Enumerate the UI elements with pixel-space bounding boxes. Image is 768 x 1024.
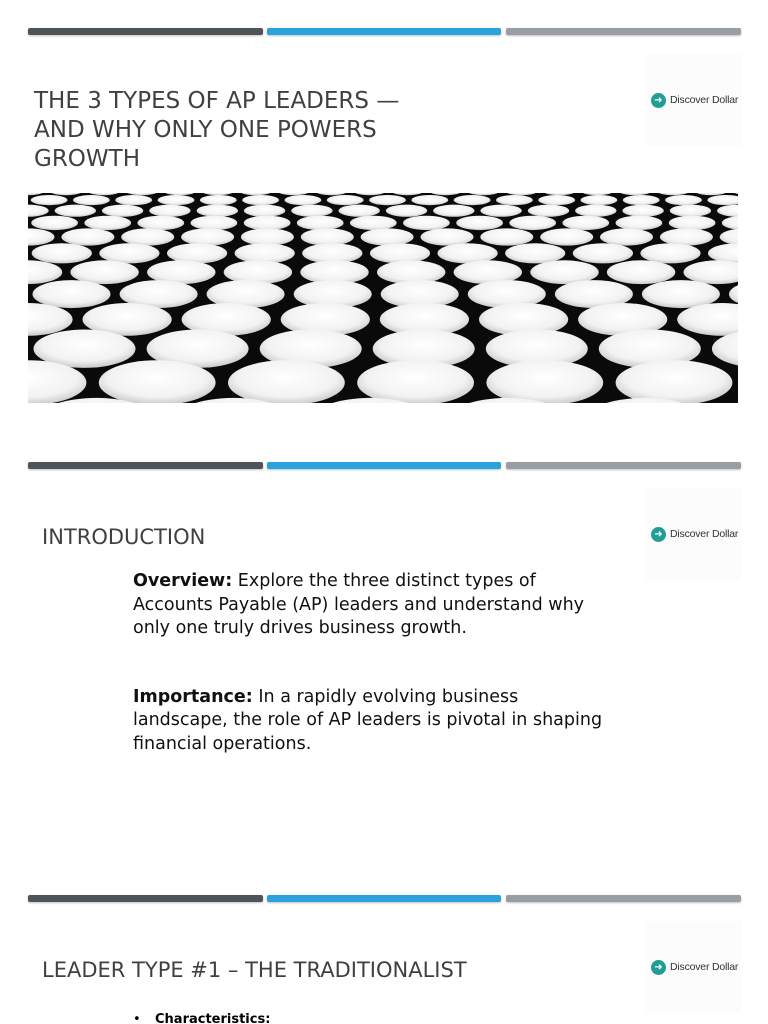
hero-disc (291, 205, 332, 217)
importance-label: Importance: (133, 686, 253, 707)
hero-disc (327, 195, 364, 205)
hero-disc (163, 193, 196, 195)
hero-pattern (28, 193, 738, 403)
slide-title: LEADER TYPE #1 – THE TRADITIONALIST (42, 958, 467, 982)
logo-text: Discover Dollar (670, 528, 739, 540)
hero-disc (357, 360, 474, 403)
hero-disc (403, 216, 450, 230)
hero-disc (28, 228, 55, 245)
header-bar-gray (506, 28, 741, 35)
hero-disc (31, 195, 68, 205)
hero-disc (33, 280, 111, 308)
header-bar-gray (506, 462, 741, 469)
hero-disc (297, 216, 344, 230)
hero-disc (55, 205, 96, 217)
company-logo (646, 488, 741, 580)
hero-disc (720, 398, 739, 403)
importance-text: In a rapidly evolving business landscape, the role of AP leaders is pivotal in shaping financial operations. (133, 686, 603, 754)
hero-disc (480, 228, 533, 245)
hero-disc (386, 205, 427, 217)
hero-disc (496, 195, 533, 205)
hero-disc (622, 205, 663, 217)
hero-disc (241, 228, 294, 245)
hero-disc (660, 228, 713, 245)
hero-disc (28, 260, 62, 284)
hero-disc (695, 193, 728, 195)
hero-disc (669, 216, 716, 230)
hero-disc (28, 193, 44, 195)
hero-disc (301, 228, 354, 245)
hero-disc (197, 205, 238, 217)
hero-disc (361, 228, 414, 245)
hero-disc (339, 205, 380, 217)
hero-disc (244, 216, 291, 230)
hero-disc (573, 243, 633, 263)
hero-disc (181, 228, 234, 245)
hero-disc (88, 193, 121, 195)
hero-disc (505, 193, 538, 195)
company-logo (646, 921, 741, 1013)
hero-disc (505, 243, 565, 263)
hero-disc (61, 228, 114, 245)
hero-disc (191, 216, 238, 230)
header-bar-dark (28, 895, 263, 902)
hero-disc (201, 193, 234, 195)
discover-dollar-logo-icon: ➜ (651, 527, 666, 542)
hero-disc (616, 216, 663, 230)
slide-1 (0, 0, 768, 430)
header-bar-blue (267, 895, 501, 902)
slide-title: THE 3 TYPES OF AP LEADERS — AND WHY ONLY ONE POWERS GROWTH (34, 88, 400, 172)
hero-disc (277, 193, 310, 195)
hero-disc (99, 243, 159, 263)
hero-disc (600, 228, 653, 245)
hero-disc (31, 216, 78, 230)
hero-disc (239, 193, 272, 195)
hero-disc (224, 260, 292, 284)
hero-disc (575, 205, 616, 217)
hero-disc (350, 216, 397, 230)
hero-disc (486, 360, 603, 403)
bullet-dot-icon: • (133, 1012, 141, 1024)
discover-dollar-logo-icon: ➜ (651, 93, 666, 108)
bullet-item (133, 1012, 270, 1024)
header-bar-gray (506, 895, 741, 902)
hero-disc (581, 195, 618, 205)
hero-disc (73, 195, 110, 205)
bullet-text: Characteristics: (155, 1012, 271, 1024)
importance-paragraph (133, 686, 603, 757)
hero-disc (28, 205, 49, 217)
hero-disc (32, 243, 92, 263)
hero-disc (540, 228, 593, 245)
header-bar-blue (267, 28, 501, 35)
hero-disc (102, 205, 143, 217)
hero-disc (121, 228, 174, 245)
hero-disc (717, 205, 738, 217)
hero-disc (581, 193, 614, 195)
logo-text: Discover Dollar (670, 961, 739, 973)
hero-disc (619, 193, 652, 195)
hero-disc (607, 260, 675, 284)
hero-disc (665, 195, 702, 205)
hero-disc (456, 216, 503, 230)
hero-disc (235, 243, 295, 263)
hero-disc (200, 195, 237, 205)
hero-disc (623, 195, 660, 205)
intro-body (133, 570, 603, 801)
slide-header-bars (28, 462, 741, 470)
hero-disc (640, 243, 700, 263)
hero-disc (115, 195, 152, 205)
hero-disc (467, 193, 500, 195)
hero-disc (244, 205, 285, 217)
overview-label: Overview: (133, 571, 233, 591)
hero-disc (684, 260, 739, 284)
hero-disc (353, 193, 386, 195)
hero-disc (242, 195, 279, 205)
company-logo (646, 54, 741, 146)
hero-disc (433, 205, 474, 217)
hero-disc (149, 205, 190, 217)
hero-disc (657, 193, 690, 195)
hero-disc (480, 205, 521, 217)
hero-disc (429, 193, 462, 195)
hero-disc (84, 216, 131, 230)
slide-header-bars (28, 895, 741, 903)
hero-disc (708, 243, 738, 263)
header-bar-blue (267, 462, 501, 469)
slide-header-bars (28, 28, 741, 36)
hero-disc (720, 228, 738, 245)
hero-disc (421, 228, 474, 245)
hero-disc (722, 216, 738, 230)
hero-disc (543, 193, 576, 195)
hero-disc (670, 205, 711, 217)
logo-text: Discover Dollar (670, 94, 739, 106)
slide-title: INTRODUCTION (42, 525, 206, 549)
hero-disc (50, 193, 83, 195)
slide-2 (0, 434, 768, 864)
slide-3 (0, 868, 768, 1024)
overview-paragraph (133, 570, 603, 641)
overview-text: Explore the three distinct types of Accounts Payable (AP) leaders and understand why only one truly drives business growth. (133, 571, 585, 638)
hero-disc (315, 193, 348, 195)
hero-disc (538, 195, 575, 205)
hero-disc (454, 195, 491, 205)
hero-disc (411, 195, 448, 205)
hero-disc (228, 360, 345, 403)
header-bar-dark (28, 462, 263, 469)
hero-disc (158, 195, 195, 205)
hero-disc (137, 216, 184, 230)
hero-disc (707, 195, 738, 205)
hero-disc (285, 195, 322, 205)
hero-image-dots (28, 193, 738, 403)
hero-disc (370, 243, 430, 263)
hero-disc (616, 360, 733, 403)
hero-disc (733, 193, 738, 195)
hero-disc (369, 195, 406, 205)
hero-disc (391, 193, 424, 195)
hero-disc (562, 216, 609, 230)
hero-disc (99, 360, 216, 403)
hero-disc (509, 216, 556, 230)
header-bar-dark (28, 28, 263, 35)
hero-disc (167, 243, 227, 263)
hero-disc (528, 205, 569, 217)
hero-disc (126, 193, 159, 195)
discover-dollar-logo-icon: ➜ (651, 960, 666, 975)
